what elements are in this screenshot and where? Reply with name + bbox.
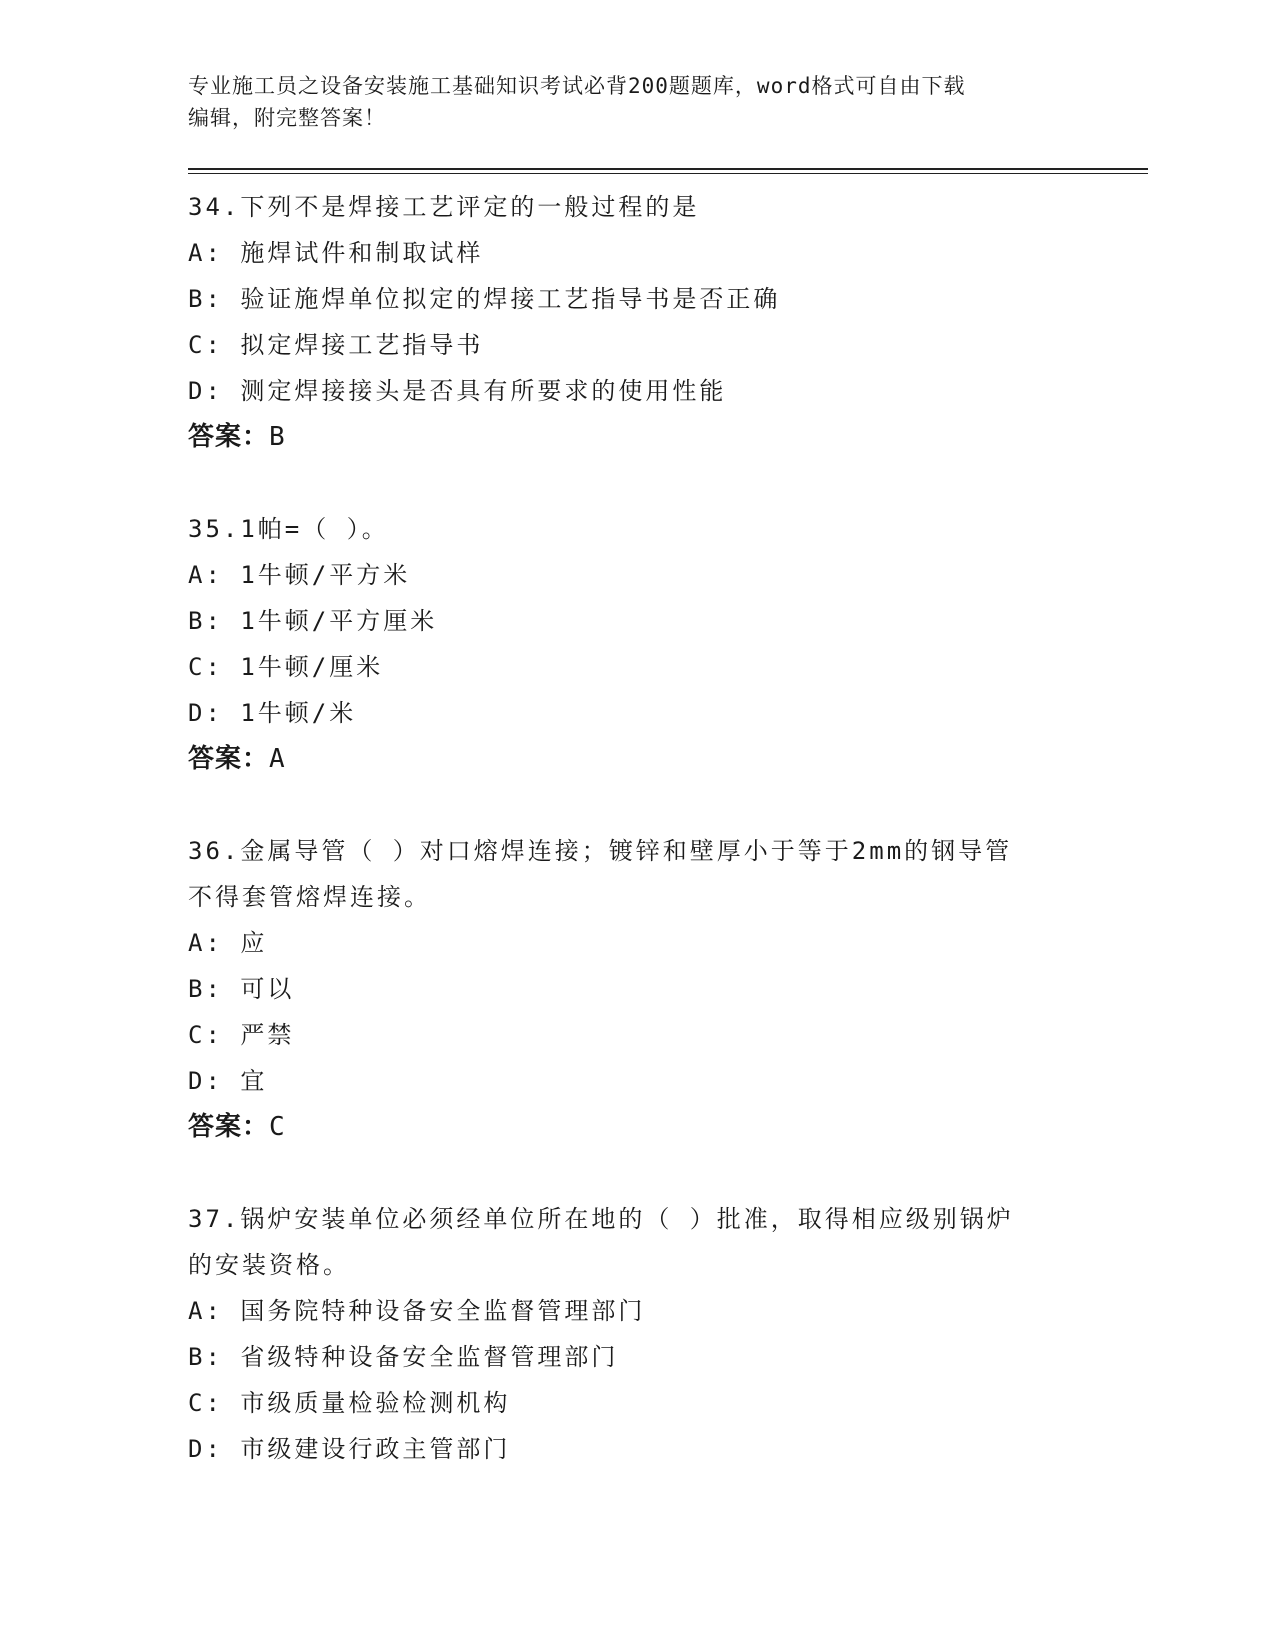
answer-label: 答案： — [188, 744, 270, 774]
question-title: 35.1帕=（ ）。 — [188, 515, 389, 543]
option-b: B: 省级特种设备安全监督管理部门 — [188, 1343, 619, 1371]
question-title: 37.锅炉安装单位必须经单位所在地的（ ）批准，取得相应级别锅炉 — [188, 1205, 1014, 1233]
question-37 — [188, 1196, 1148, 1472]
doc-header-line-2: 编辑，附完整答案！ — [188, 106, 386, 130]
option-c: C: 市级质量检验检测机构 — [188, 1389, 511, 1417]
answer-label: 答案： — [188, 422, 270, 452]
question-title: 34.下列不是焊接工艺评定的一般过程的是 — [188, 193, 700, 221]
answer-value: A — [269, 744, 286, 774]
option-c: C: 拟定焊接工艺指导书 — [188, 331, 484, 359]
question-title-continued: 不得套管熔焊连接。 — [188, 883, 431, 911]
option-c: C: 1牛顿/厘米 — [188, 653, 384, 681]
header-divider-thick — [188, 168, 1148, 170]
question-36 — [188, 828, 1148, 1150]
option-a: A: 施焊试件和制取试样 — [188, 239, 484, 267]
header-divider-thin — [188, 173, 1148, 174]
option-d: D: 宜 — [188, 1067, 268, 1095]
question-title-continued: 的安装资格。 — [188, 1251, 350, 1279]
answer-value: B — [269, 422, 286, 452]
answer-value: C — [269, 1112, 286, 1142]
option-a: A: 国务院特种设备安全监督管理部门 — [188, 1297, 646, 1325]
doc-header-line-1: 专业施工员之设备安装施工基础知识考试必背200题题库，word格式可自由下载 — [188, 74, 966, 98]
option-b: B: 验证施焊单位拟定的焊接工艺指导书是否正确 — [188, 285, 781, 313]
option-b: B: 1牛顿/平方厘米 — [188, 607, 438, 635]
document-page — [188, 70, 1148, 1518]
option-a: A: 应 — [188, 929, 268, 957]
answer-line — [188, 414, 1148, 460]
option-b: B: 可以 — [188, 975, 295, 1003]
question-35 — [188, 506, 1148, 782]
answer-line — [188, 736, 1148, 782]
answer-label: 答案： — [188, 1112, 270, 1142]
option-d: D: 测定焊接接头是否具有所要求的使用性能 — [188, 377, 727, 405]
option-a: A: 1牛顿/平方米 — [188, 561, 411, 589]
option-d: D: 市级建设行政主管部门 — [188, 1435, 511, 1463]
question-34 — [188, 184, 1148, 460]
question-title: 36.金属导管（ ）对口熔焊连接；镀锌和壁厚小于等于2mm的钢导管 — [188, 837, 1013, 865]
question-list — [188, 184, 1148, 1472]
option-d: D: 1牛顿/米 — [188, 699, 357, 727]
option-c: C: 严禁 — [188, 1021, 295, 1049]
answer-line — [188, 1104, 1148, 1150]
